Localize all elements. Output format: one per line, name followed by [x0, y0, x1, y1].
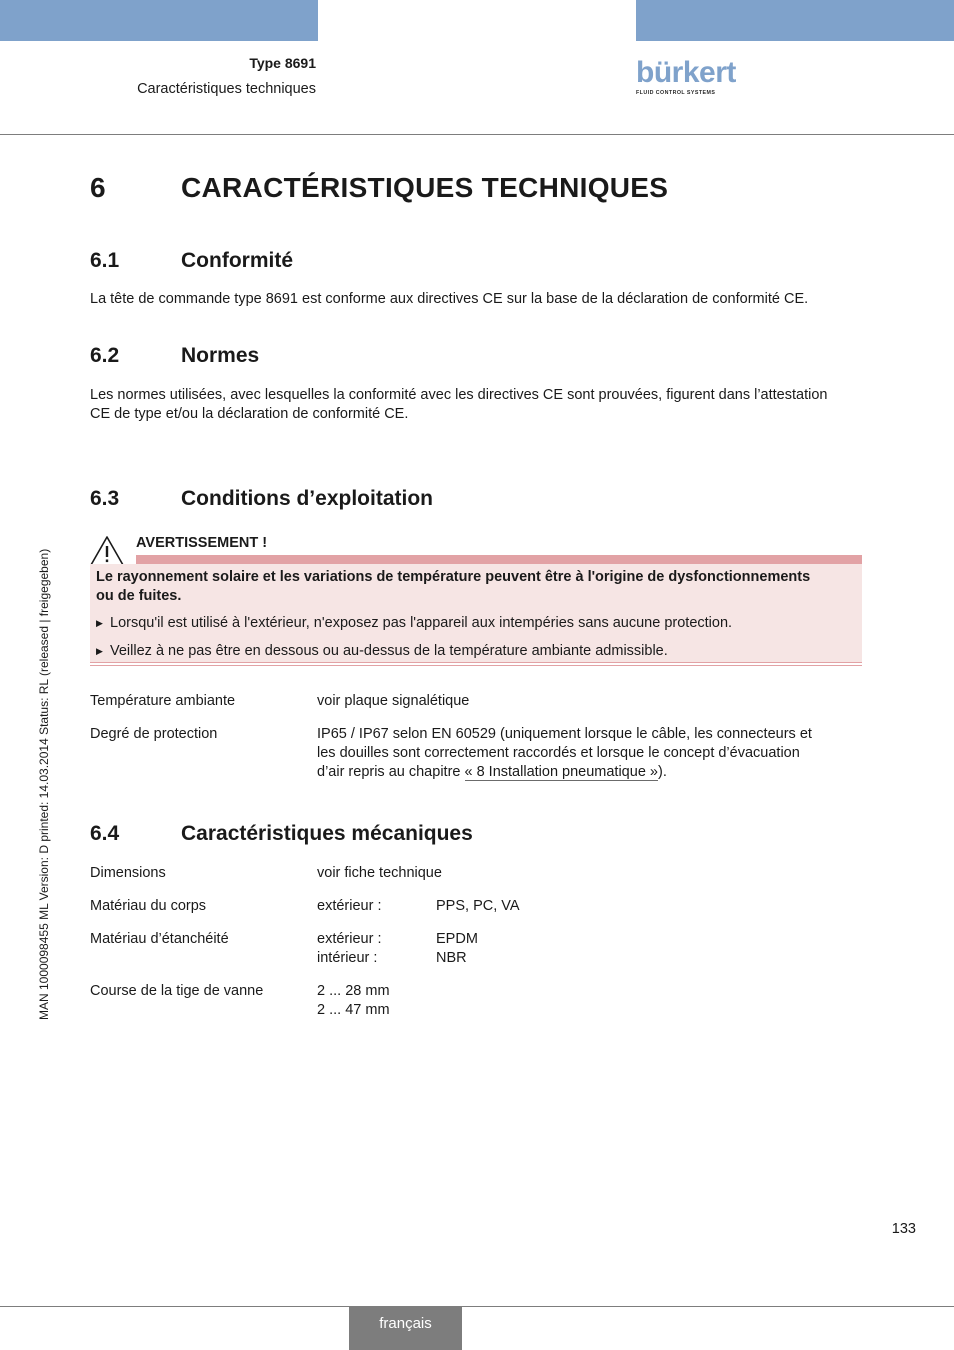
section-number: 6.2 [90, 344, 120, 367]
conformity-text: La tête de commande type 8691 est conforme aux directives CE sur la base de la déclaration de conformité CE. [90, 291, 809, 307]
section-heading-6-3 [90, 487, 433, 511]
header-rule [0, 134, 954, 135]
print-status-sidebar: MAN 1000098455 ML Version: D printed: 14.03.2014 Status: RL (released | freigegeben) [37, 548, 51, 1020]
burkert-logo [636, 58, 736, 98]
chapter-title: CARACTÉRISTIQUES TECHNIQUES [181, 172, 669, 203]
logo-word: bürkert [636, 56, 736, 89]
seal-material-location: extérieur : [317, 931, 382, 947]
doc-subtitle: Caractéristiques techniques [137, 81, 316, 97]
section-number: 6.1 [90, 249, 120, 272]
chapter-8-link[interactable]: « 8 Installation pneumatique » [464, 764, 658, 780]
section-heading-6-1 [90, 249, 293, 273]
section-title: Conditions d’exploitation [181, 487, 433, 510]
warning-item [96, 614, 856, 633]
warning-bottom-rule [90, 662, 862, 663]
protection-line-1: IP65 / IP67 selon EN 60529 (uniquement lorsque le câble, les connecteurs et [317, 726, 812, 742]
protection-label: Degré de protection [90, 726, 218, 742]
bullet-arrow-icon: ▶ [96, 618, 103, 628]
warning-item-text: Veillez à ne pas être en dessous ou au-dessus de la température ambiante admissible. [110, 643, 668, 659]
warning-item-text: Lorsqu'il est utilisé à l'extérieur, n'exposez pas l'appareil aux intempéries sans aucune protection. [110, 615, 733, 631]
protection-value [317, 725, 862, 782]
temp-value: voir plaque signalétique [317, 693, 470, 709]
chapter-number: 6 [90, 172, 106, 203]
body-material-location: extérieur : [317, 898, 382, 914]
warning-triangle-icon [88, 534, 126, 568]
warning-title: AVERTISSEMENT ! [136, 535, 268, 551]
dimensions-label: Dimensions [90, 865, 166, 881]
warning-stripe [136, 555, 862, 564]
header-bar-right [636, 0, 954, 41]
footer-rule [0, 1306, 954, 1307]
logo-tagline: FLUID CONTROL SYSTEMS [636, 90, 716, 96]
seal-material-label: Matériau d’étanchéité [90, 931, 229, 947]
stroke-label: Course de la tige de vanne [90, 983, 264, 999]
dimensions-value: voir fiche technique [317, 865, 442, 881]
norms-text-line-2: CE de type et/ou la déclaration de conformité CE. [90, 406, 409, 422]
warning-item [96, 642, 856, 661]
body-material-label: Matériau du corps [90, 898, 207, 914]
norms-text-line-1: Les normes utilisées, avec lesquelles la conformité avec les directives CE sont prouvées, figurent dans l’attestation [90, 387, 828, 403]
body-material-value: PPS, PC, VA [436, 898, 520, 914]
page-number: 133 [891, 1221, 916, 1237]
warning-bottom-rule [90, 665, 862, 666]
doc-type: Type 8691 [249, 55, 316, 71]
language-tab: français [349, 1307, 462, 1350]
seal-material-value: NBR [436, 950, 467, 966]
section-number: 6.4 [90, 822, 120, 845]
bullet-arrow-icon: ▶ [96, 646, 103, 656]
protection-line-3 [317, 763, 862, 782]
warning-statement [96, 568, 856, 606]
header-bar-left [0, 0, 318, 41]
warning-statement-line-2: ou de fuites. [96, 588, 182, 604]
section-heading-6-2 [90, 344, 259, 368]
section-number: 6.3 [90, 487, 120, 510]
section-heading-6-4 [90, 822, 473, 846]
protection-line-3-text: d’air repris au chapitre [317, 764, 465, 780]
stroke-value: 2 ... 47 mm [317, 1002, 390, 1018]
protection-line-2: les douilles sont correctement raccordés et lorsque le concept d’évacuation [317, 745, 800, 761]
section-title: Conformité [181, 249, 293, 272]
temp-label: Température ambiante [90, 693, 236, 709]
warning-statement-line-1: Le rayonnement solaire et les variations de température peuvent être à l'origine de dysfonctionnements [96, 569, 811, 585]
protection-line-3-end: ). [657, 764, 667, 780]
section-title: Normes [181, 344, 260, 367]
seal-material-value: EPDM [436, 931, 478, 947]
section-title: Caractéristiques mécaniques [181, 822, 473, 845]
seal-material-location: intérieur : [317, 950, 378, 966]
chapter-heading [90, 172, 668, 204]
stroke-value: 2 ... 28 mm [317, 983, 390, 999]
